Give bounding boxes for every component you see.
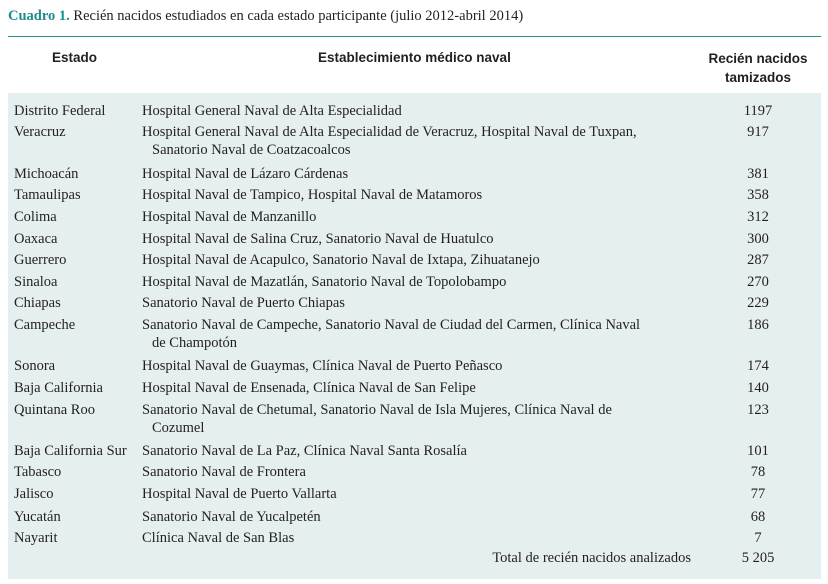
cell-establecimiento bbox=[142, 294, 692, 312]
cell-tamizados: 123 bbox=[747, 402, 769, 418]
cell-estado: Campeche bbox=[14, 317, 76, 333]
total-label: Total de recién nacidos analizados bbox=[492, 550, 691, 566]
cell-establecimiento-line: Hospital Naval de Ensenada, Clínica Naval de San Felipe bbox=[142, 380, 476, 396]
cell-establecimiento bbox=[142, 165, 692, 183]
cell-establecimiento bbox=[142, 401, 692, 437]
total-value: 5 205 bbox=[741, 550, 775, 566]
cell-establecimiento bbox=[142, 186, 692, 204]
cell-tamizados: 78 bbox=[750, 464, 766, 480]
cell-estado: Yucatán bbox=[14, 509, 61, 525]
cell-tamizados: 917 bbox=[747, 124, 769, 140]
cell-establecimiento bbox=[142, 123, 692, 159]
cell-establecimiento bbox=[142, 529, 692, 547]
caption-number: Cuadro 1. bbox=[8, 8, 70, 24]
cell-establecimiento bbox=[142, 316, 692, 352]
cell-estado: Nayarit bbox=[14, 530, 58, 546]
cell-tamizados: 7 bbox=[754, 530, 762, 546]
cell-estado: Tabasco bbox=[14, 464, 62, 480]
cell-estado: Colima bbox=[14, 209, 57, 225]
cell-tamizados: 300 bbox=[747, 231, 769, 247]
cell-establecimiento-line: Sanatorio Naval de Frontera bbox=[142, 464, 306, 480]
cell-establecimiento bbox=[142, 508, 692, 526]
cell-tamizados: 186 bbox=[747, 317, 769, 333]
header-tamizados-line1: Recién nacidos bbox=[708, 51, 808, 66]
cell-estado: Jalisco bbox=[14, 486, 54, 502]
cell-tamizados: 174 bbox=[747, 358, 769, 374]
cell-tamizados: 1197 bbox=[743, 103, 773, 119]
cell-estado: Veracruz bbox=[14, 124, 66, 140]
cell-tamizados: 358 bbox=[747, 187, 769, 203]
cell-establecimiento bbox=[142, 273, 692, 291]
cell-tamizados: 101 bbox=[747, 443, 769, 459]
header-tamizados-line2: tamizados bbox=[724, 70, 792, 85]
cell-establecimiento-line: Hospital Naval de Manzanillo bbox=[142, 209, 317, 225]
cell-establecimiento bbox=[142, 379, 692, 397]
cell-tamizados: 287 bbox=[747, 252, 769, 268]
header-establecimiento: Establecimiento médico naval bbox=[318, 50, 511, 65]
cell-establecimiento bbox=[142, 102, 692, 120]
cell-estado: Chiapas bbox=[14, 295, 61, 311]
cell-establecimiento-line: Sanatorio Naval de Chetumal, Sanatorio Naval de Isla Mujeres, Clínica Naval de bbox=[142, 402, 612, 418]
cell-estado: Baja California Sur bbox=[14, 443, 127, 459]
cell-establecimiento bbox=[142, 208, 692, 226]
cell-establecimiento-line: Hospital Naval de Puerto Vallarta bbox=[142, 486, 337, 502]
cell-establecimiento-line: Hospital Naval de Lázaro Cárdenas bbox=[142, 166, 349, 182]
cell-estado: Sinaloa bbox=[14, 274, 58, 290]
cell-estado: Guerrero bbox=[14, 252, 67, 268]
cell-establecimiento bbox=[142, 251, 692, 269]
cell-estado: Sonora bbox=[14, 358, 56, 374]
cell-establecimiento-continuation: de Champotón bbox=[152, 335, 237, 351]
header-estado: Estado bbox=[52, 50, 98, 65]
cell-establecimiento bbox=[142, 463, 692, 481]
cell-tamizados: 381 bbox=[747, 166, 769, 182]
cell-establecimiento-line: Sanatorio Naval de Yucalpetén bbox=[142, 509, 321, 525]
cell-estado: Tamaulipas bbox=[14, 187, 81, 203]
cell-establecimiento-continuation: Sanatorio Naval de Coatzacoalcos bbox=[152, 142, 351, 158]
cell-establecimiento bbox=[142, 230, 692, 248]
cell-establecimiento-line: Hospital General Naval de Alta Especialidad bbox=[142, 103, 402, 119]
caption-text: Recién nacidos estudiados en cada estado participante (julio 2012-abril 2014) bbox=[73, 8, 524, 24]
cell-establecimiento-line: Hospital Naval de Guaymas, Clínica Naval de Puerto Peñasco bbox=[142, 358, 503, 374]
cell-establecimiento-line: Sanatorio Naval de La Paz, Clínica Naval Santa Rosalía bbox=[142, 443, 467, 459]
cell-establecimiento bbox=[142, 442, 692, 460]
cell-establecimiento-line: Hospital Naval de Mazatlán, Sanatorio Naval de Topolobampo bbox=[142, 274, 507, 290]
cell-establecimiento-line: Sanatorio Naval de Puerto Chiapas bbox=[142, 295, 345, 311]
cell-tamizados: 77 bbox=[750, 486, 766, 502]
cell-tamizados: 229 bbox=[747, 295, 769, 311]
cell-establecimiento-line: Hospital Naval de Tampico, Hospital Naval de Matamoros bbox=[142, 187, 483, 203]
table-caption bbox=[8, 8, 523, 25]
cell-establecimiento bbox=[142, 357, 692, 375]
cell-establecimiento-line: Clínica Naval de San Blas bbox=[142, 530, 295, 546]
cell-estado: Michoacán bbox=[14, 166, 79, 182]
cell-establecimiento-line: Hospital Naval de Salina Cruz, Sanatorio Naval de Huatulco bbox=[142, 231, 494, 247]
cell-tamizados: 312 bbox=[747, 209, 769, 225]
cell-establecimiento-line: Hospital Naval de Acapulco, Sanatorio Naval de Ixtapa, Zihuatanejo bbox=[142, 252, 540, 268]
header-tamizados bbox=[693, 49, 823, 87]
cell-establecimiento-line: Hospital General Naval de Alta Especialidad de Veracruz, Hospital Naval de Tuxpan, bbox=[142, 124, 637, 140]
cell-tamizados: 270 bbox=[747, 274, 769, 290]
cell-estado: Oaxaca bbox=[14, 231, 58, 247]
cell-tamizados: 140 bbox=[747, 380, 769, 396]
cell-estado: Baja California bbox=[14, 380, 103, 396]
top-rule bbox=[8, 36, 821, 37]
cell-establecimiento-continuation: Cozumel bbox=[152, 420, 205, 436]
cell-estado: Quintana Roo bbox=[14, 402, 95, 418]
cell-tamizados: 68 bbox=[750, 509, 766, 525]
cell-establecimiento bbox=[142, 485, 692, 503]
cell-estado: Distrito Federal bbox=[14, 103, 106, 119]
cell-establecimiento-line: Sanatorio Naval de Campeche, Sanatorio Naval de Ciudad del Carmen, Clínica Naval bbox=[142, 317, 641, 333]
